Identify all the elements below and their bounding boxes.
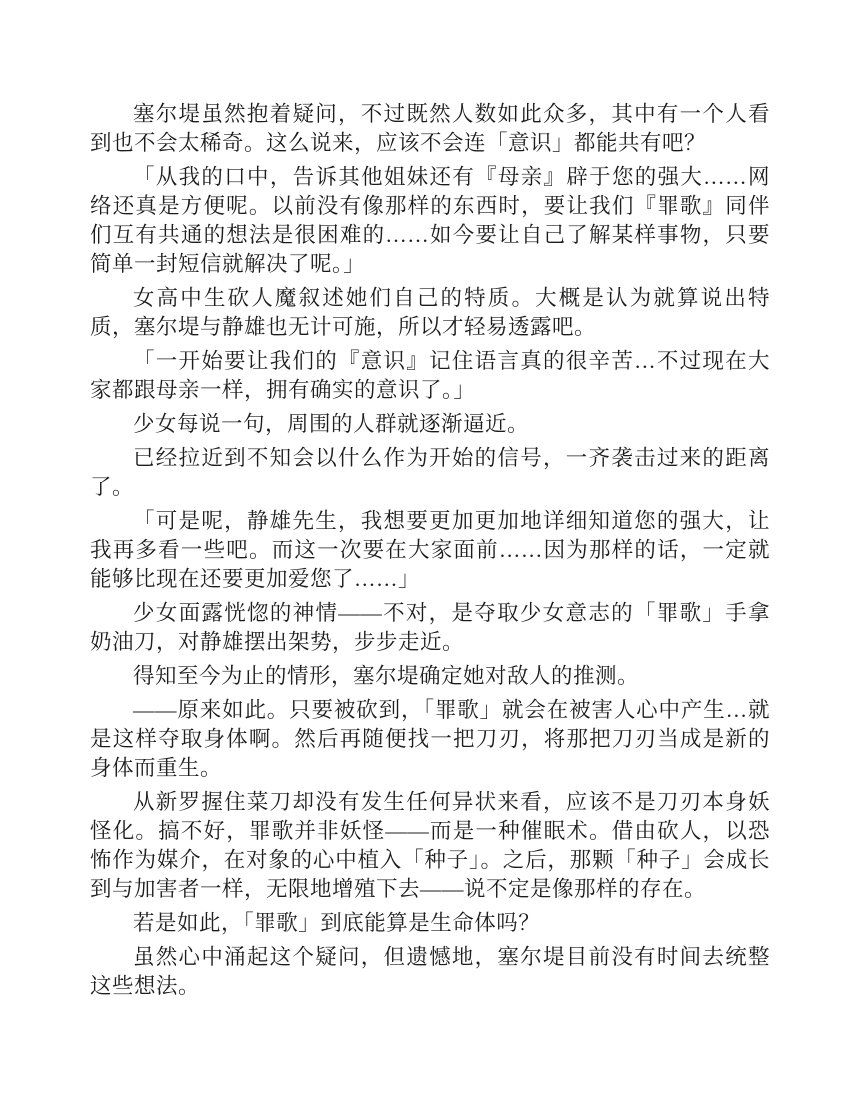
paragraph: 少女面露恍惚的神情——不对，是夺取少女意志的「罪歌」手拿奶油刀，对静雄摆出架势，步步走近。 — [90, 601, 770, 654]
paragraph: 已经拉近到不知会以什么作为开始的信号，一齐袭击过来的距离了。 — [90, 446, 770, 499]
paragraph: 从新罗握住菜刀却没有发生任何异状来看，应该不是刀刃本身妖怪化。搞不好，罪歌并非妖怪——而是一种催眠术。借由砍人，以恐怖作为媒介，在对象的心中植入「种子」。之后，那颗「种子」会成长到与加害者一样，无限地增殖下去——说不定是像那样的存在。 — [90, 790, 770, 901]
paragraph: 塞尔堤虽然抱着疑问，不过既然人数如此众多，其中有一个人看到也不会太稀奇。这么说来，应该不会连「意识」都能共有吧？ — [90, 102, 770, 155]
paragraph: ——原来如此。只要被砍到，「罪歌」就会在被害人心中产生…就是这样夺取身体啊。然后再随便找一把刀刃，将那把刀刃当成是新的身体而重生。 — [90, 698, 770, 780]
paragraph: 「从我的口中，告诉其他姐妹还有『母亲』辟于您的强大……网络还真是方便呢。以前没有像那样的东西时，要让我们『罪歌』同伴们互有共通的想法是很困难的……如今要让自己了解某样事物，只要简单一封短信就解决了呢。」 — [90, 165, 770, 276]
paragraph: 「可是呢，静雄先生，我想要更加更加地详细知道您的强大，让我再多看一些吧。而这一次要在大家面前……因为那样的话，一定就能够比现在还要更加爱您了……」 — [90, 509, 770, 591]
paragraph: 女高中生砍人魔叙述她们自己的特质。大概是认为就算说出特质，塞尔堤与静雄也无计可施，所以才轻易透露吧。 — [90, 286, 770, 339]
paragraph: 少女每说一句，周围的人群就逐渐逼近。 — [133, 412, 530, 436]
paragraph: 得知至今为止的情形，塞尔堤确定她对敌人的推测。 — [133, 664, 640, 688]
paragraph: 虽然心中涌起这个疑问，但遗憾地，塞尔堤目前没有时间去统整这些想法。 — [90, 945, 770, 998]
paragraph: 「一开始要让我们的『意识』记住语言真的很辛苦…不过现在大家都跟母亲一样，拥有确实的意识了。」 — [90, 349, 770, 402]
paragraph: 若是如此，「罪歌」到底能算是生命体吗？ — [133, 911, 541, 935]
